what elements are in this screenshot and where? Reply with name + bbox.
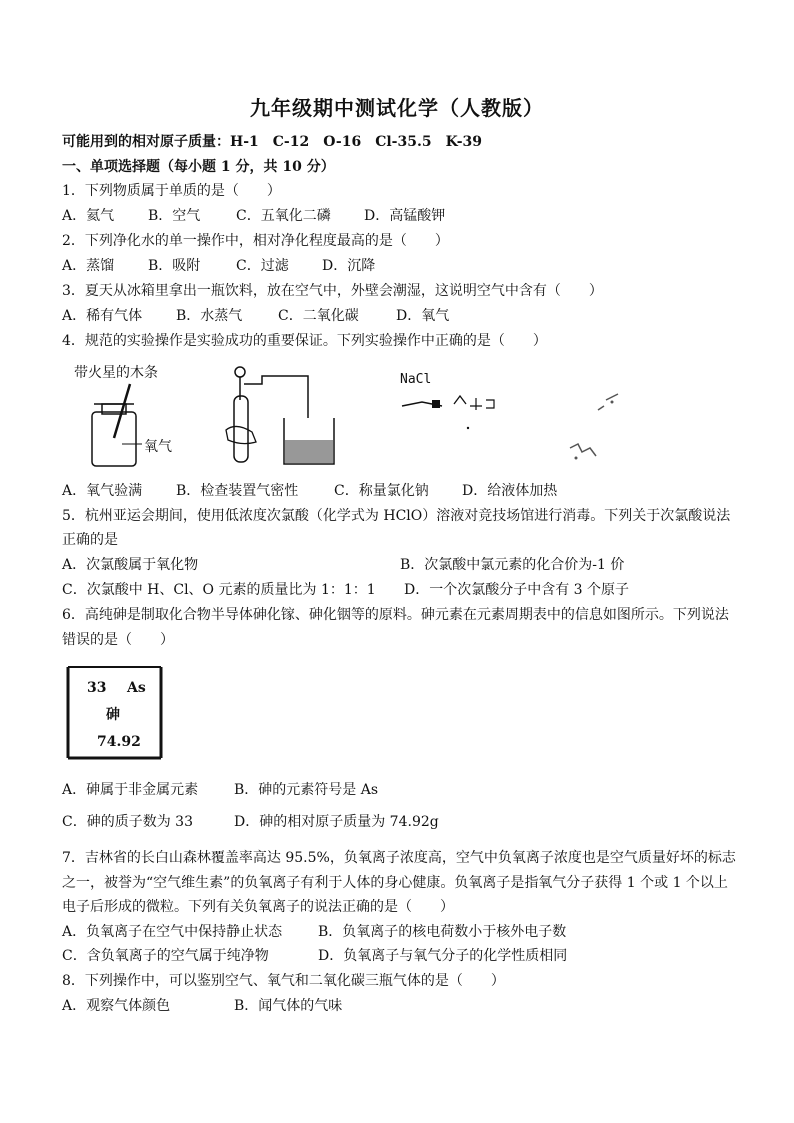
- option-b: B．吸附: [148, 258, 201, 274]
- option-a: A．观察气体颜色: [62, 998, 171, 1014]
- question-5-option-b: B．次氯酸中氯元素的化合价为-1 价: [400, 557, 625, 573]
- option-d: D．高锰酸钾: [364, 208, 446, 224]
- question-5-stem-line2: 正确的是: [62, 532, 118, 548]
- question-6-options-row2: [62, 812, 439, 832]
- atomic-mass: 74.92: [97, 734, 141, 750]
- periodic-table-cell: [65, 664, 163, 760]
- option-a: A．氧气验满: [62, 483, 143, 499]
- option-d: D．沉降: [322, 258, 376, 274]
- question-6-stem-line1: 6．高纯砷是制取化合物半导体砷化镓、砷化铟等的原料。砷元素在元素周期表中的信息如图所示。下列说法: [62, 607, 729, 623]
- page-title: 九年级期中测试化学（人教版）: [250, 96, 544, 120]
- option-d: D．氧气: [396, 308, 450, 324]
- option-c: C．砷的质子数为 33: [62, 814, 193, 830]
- question-1-options: [62, 206, 445, 226]
- option-b: B．闻气体的气味: [234, 998, 343, 1014]
- oxygen-bottle-illustration: [62, 360, 202, 472]
- balance-illustration: [398, 366, 508, 436]
- question-5-option-a: A．次氯酸属于氧化物: [62, 557, 199, 573]
- question-7-option-d: D．负氧离子与氧气分子的化学性质相同: [318, 948, 568, 964]
- heating-illustration: [568, 390, 628, 470]
- option-a: A．氦气: [62, 208, 115, 224]
- question-7-stem-line1: 7．吉林省的长白山森林覆盖率高达 95.5%，负氧离子浓度高，空气中负氧离子浓度也是空气质量好坏的标志: [62, 850, 736, 866]
- option-a: A．蒸馏: [62, 258, 115, 274]
- element-name: 砷: [106, 707, 120, 723]
- option-d: D．给液体加热: [462, 483, 558, 499]
- question-3-stem: 3．夏天从冰箱里拿出一瓶饮料，放在空气中，外壁会潮湿，这说明空气中含有（ ）: [62, 283, 603, 299]
- figure-oxygen-test: [62, 360, 202, 472]
- question-4-options: [62, 481, 557, 501]
- question-7-option-a: A．负氧离子在空气中保持静止状态: [62, 924, 283, 940]
- question-8-options: [62, 996, 342, 1016]
- atomic-mass-info: 可能用到的相对原子质量：H-1 C-12 O-16 Cl-35.5 K-39: [62, 134, 483, 150]
- option-c: C．称量氯化钠: [334, 483, 429, 499]
- figure-airtightness-check: [222, 360, 342, 472]
- question-5-option-c: C．次氯酸中 H、Cl、O 元素的质量比为 1：1：1: [62, 582, 376, 598]
- element-symbol: As: [127, 680, 146, 696]
- question-1-stem: 1．下列物质属于单质的是（ ）: [62, 183, 281, 199]
- option-b: B．水蒸气: [176, 308, 243, 324]
- option-c: C．过滤: [236, 258, 289, 274]
- label-glowing-stick: 带火星的木条: [74, 365, 158, 381]
- figure-weighing-nacl: [398, 366, 508, 436]
- option-c: C．二氧化碳: [278, 308, 359, 324]
- label-oxygen: 氧气: [144, 439, 172, 455]
- option-a: A．稀有气体: [62, 308, 143, 324]
- question-2-stem: 2．下列净化水的单一操作中，相对净化程度最高的是（ ）: [62, 233, 449, 249]
- figure-heating-liquid: [568, 390, 628, 470]
- question-4-stem: 4．规范的实验操作是实验成功的重要保证。下列实验操作中正确的是（ ）: [62, 333, 547, 349]
- option-d: D．砷的相对原子质量为 74.92g: [234, 814, 439, 830]
- question-5-option-d: D．一个次氯酸分子中含有 3 个原子: [404, 582, 630, 598]
- atomic-number: 33: [87, 680, 107, 696]
- question-7-stem-line2: 之一，被誉为“空气维生素”的负氧离子有利于人体的身心健康。负氧离子是指氧气分子获得 1 个或 1 个以上: [62, 875, 728, 891]
- question-5-stem-line1: 5．杭州亚运会期间，使用低浓度次氯酸（化学式为 HClO）溶液对竞技场馆进行消毒。下列关于次氯酸说法: [62, 508, 731, 524]
- question-6-options-row1: [62, 780, 378, 800]
- label-nacl: NaCl: [400, 372, 432, 387]
- option-c: C．五氧化二磷: [236, 208, 331, 224]
- section-heading: 一、单项选择题（每小题 1 分，共 10 分）: [62, 159, 335, 175]
- question-8-stem: 8．下列操作中，可以鉴别空气、氧气和二氧化碳三瓶气体的是（ ）: [62, 973, 505, 989]
- question-2-options: [62, 256, 375, 276]
- option-b: B．砷的元素符号是 As: [234, 782, 379, 798]
- question-7-option-b: B．负氧离子的核电荷数小于核外电子数: [318, 924, 567, 940]
- option-b: B．空气: [148, 208, 201, 224]
- airtightness-apparatus-illustration: [222, 360, 342, 472]
- question-7-option-c: C．含负氧离子的空气属于纯净物: [62, 948, 269, 964]
- question-3-options: [62, 306, 449, 326]
- option-a: A．砷属于非金属元素: [62, 782, 199, 798]
- option-b: B．检查装置气密性: [176, 483, 299, 499]
- question-6-stem-line2: 错误的是（ ）: [62, 632, 174, 648]
- question-7-stem-line3: 电子后形成的微粒。下列有关负氧离子的说法正确的是（ ）: [62, 899, 454, 915]
